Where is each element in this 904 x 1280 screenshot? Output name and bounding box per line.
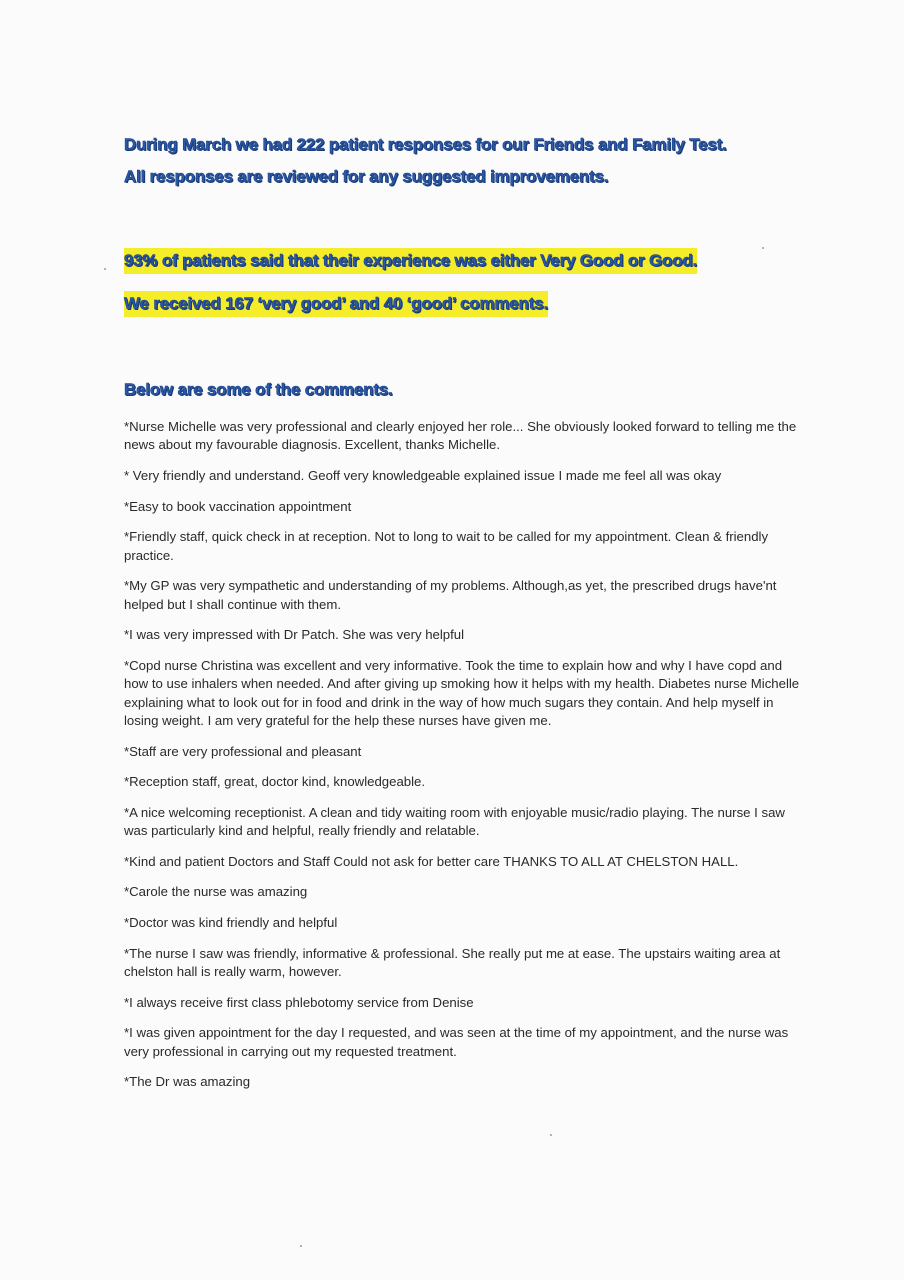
intro-heading: [124, 129, 727, 193]
intro-line-2: All responses are reviewed for any suggested improvements.: [124, 167, 609, 186]
scan-speck: [300, 1245, 302, 1247]
comment-item: *I always receive first class phlebotomy service from Denise: [124, 994, 474, 1010]
comments-heading: Below are some of the comments.: [124, 380, 393, 399]
comment-item: *I was very impressed with Dr Patch. She was very helpful: [124, 627, 465, 643]
comment-item: *Doctor was kind friendly and helpful: [124, 914, 338, 930]
comment-item: *Staff are very professional and pleasant: [124, 743, 362, 759]
comment-item: *The Dr was amazing: [124, 1074, 251, 1090]
comment-item: *Friendly staff, quick check in at reception. Not to long to wait to be called for my appointment. Clean & friendly practice.: [124, 529, 769, 563]
comment-item: *The nurse I saw was friendly, informative & professional. She really put me at ease. The upstairs waiting area at chelston hall is really warm, however.: [124, 945, 781, 979]
comment-item: * Very friendly and understand. Geoff very knowledgeable explained issue I made me feel all was okay: [124, 468, 722, 483]
intro-line-1: During March we had 222 patient responses for our Friends and Family Test.: [124, 135, 727, 154]
scan-speck: [550, 1134, 552, 1136]
comment-item: *I was given appointment for the day I requested, and was seen at the time of my appointment, and the nurse was very professional in carrying out my requested treatment.: [124, 1025, 789, 1059]
highlight-summary: [124, 245, 697, 331]
comment-item: *Copd nurse Christina was excellent and very informative. Took the time to explain how and why I have copd and how to use inhalers when needed. And after giving up smoking how it helps with my health. Diabetes nurse Michelle explaining what to look out for in food and drink in the way of how much sugars they contain. And help myself in losing weight. I am very grateful for the help these nurses have given me.: [124, 657, 800, 728]
highlight-line-1: [124, 245, 697, 288]
comment-item: *A nice welcoming receptionist. A clean and tidy waiting room with enjoyable music/radio playing. The nurse I saw was particularly kind and helpful, really friendly and relatable.: [124, 804, 785, 839]
comment-item: *Nurse Michelle was very professional and clearly enjoyed her role... She obviously looked forward to telling me the news about my favourable diagnosis. Excellent, thanks Michelle.: [124, 419, 797, 453]
scan-speck: [104, 268, 106, 270]
comment-item: *My GP was very sympathetic and understanding of my problems. Although,as yet, the prescribed drugs have'nt helped but I shall continue with them.: [124, 578, 777, 612]
highlight-text-1: 93% of patients said that their experience was either Very Good or Good.: [124, 248, 697, 274]
highlight-line-2: [124, 288, 697, 331]
scan-speck: [762, 247, 764, 249]
comment-item: *Carole the nurse was amazing: [124, 884, 308, 900]
comment-item: *Reception staff, great, doctor kind, knowledgeable.: [124, 774, 426, 790]
comment-item: *Easy to book vaccination appointment: [124, 498, 352, 514]
comments-list: [124, 418, 804, 1104]
highlight-text-2: We received 167 ‘very good’ and 40 ‘good’ comments.: [124, 291, 548, 317]
comment-item: *Kind and patient Doctors and Staff Could not ask for better care THANKS TO ALL AT CHELSTON HALL.: [124, 853, 739, 869]
